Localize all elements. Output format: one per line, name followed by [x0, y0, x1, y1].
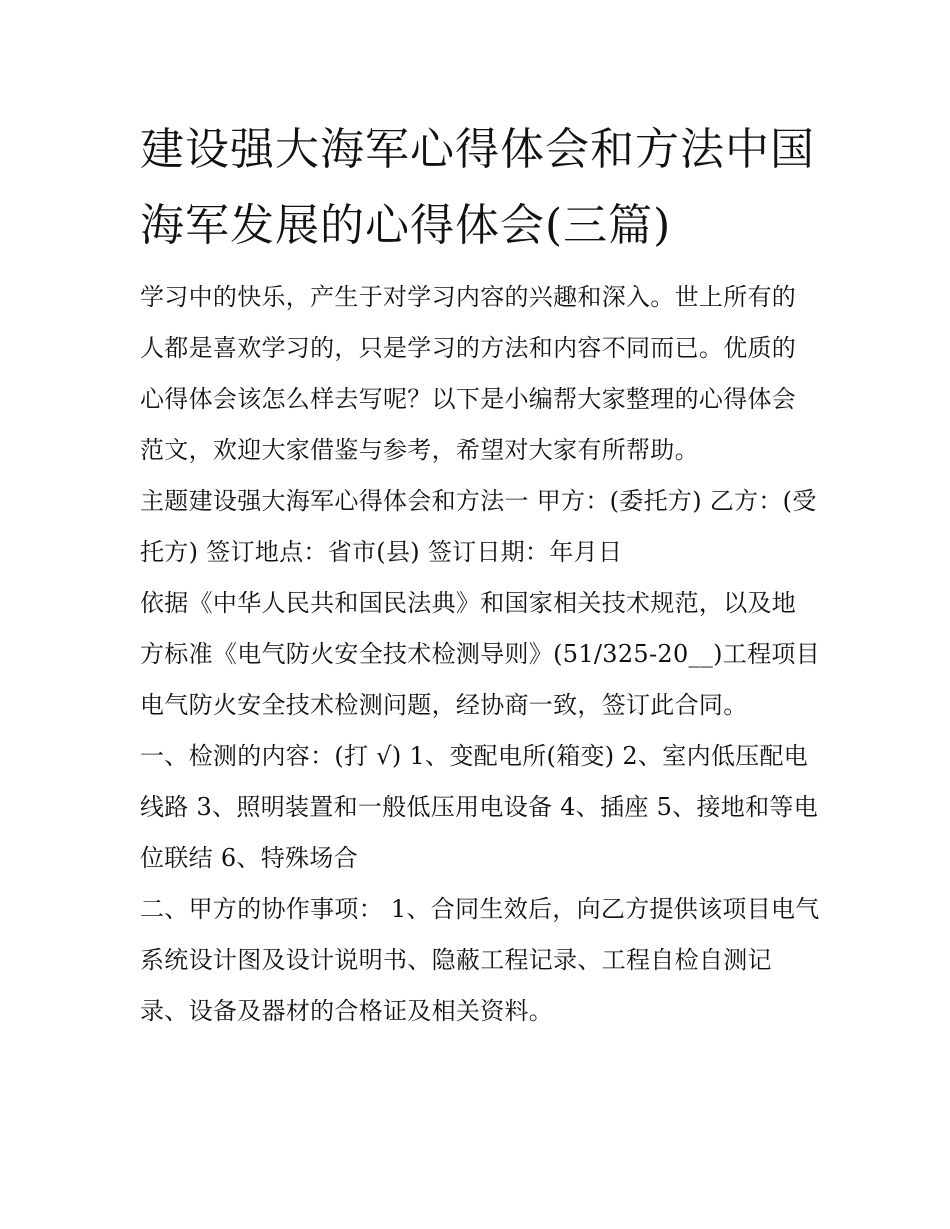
document-page	[140, 112, 820, 1037]
intro-paragraph: 学习中的快乐，产生于对学习内容的兴趣和深入。世上所有的人都是喜欢学习的，只是学习的方法和内容不同而已。优质的心得体会该怎么样去写呢？以下是小编帮大家整理的心得体会范文，欢迎大家借鉴与参考，希望对大家有所帮助。	[140, 283, 797, 464]
contract-header-paragraph: 主题建设强大海军心得体会和方法一 甲方：(委托方) 乙方：(受托方) 签订地点：省市(县) 签订日期：年月日	[140, 487, 817, 566]
basis-paragraph: 依据《中华人民共和国民法典》和国家相关技术规范，以及地方标准《电气防火安全技术检测导则》(51/325-20__)工程项目电气防火安全技术检测问题，经协商一致，签订此合同。	[140, 589, 821, 719]
document-title: 建设强大海军心得体会和方法中国海军发展的心得体会(三篇)	[140, 124, 815, 251]
inspection-content-paragraph: 一、检测的内容：(打 √) 1、变配电所(箱变) 2、室内低压配电线路 3、照明装置和一般低压用电设备 4、插座 5、接地和等电位联结 6、特殊场合	[140, 742, 818, 872]
party-a-duties-paragraph: 二、甲方的协作事项： 1、合同生效后，向乙方提供该项目电气系统设计图及设计说明书、隐蔽工程记录、工程自检自测记录、设备及器材的合格证及相关资料。	[140, 895, 820, 1025]
